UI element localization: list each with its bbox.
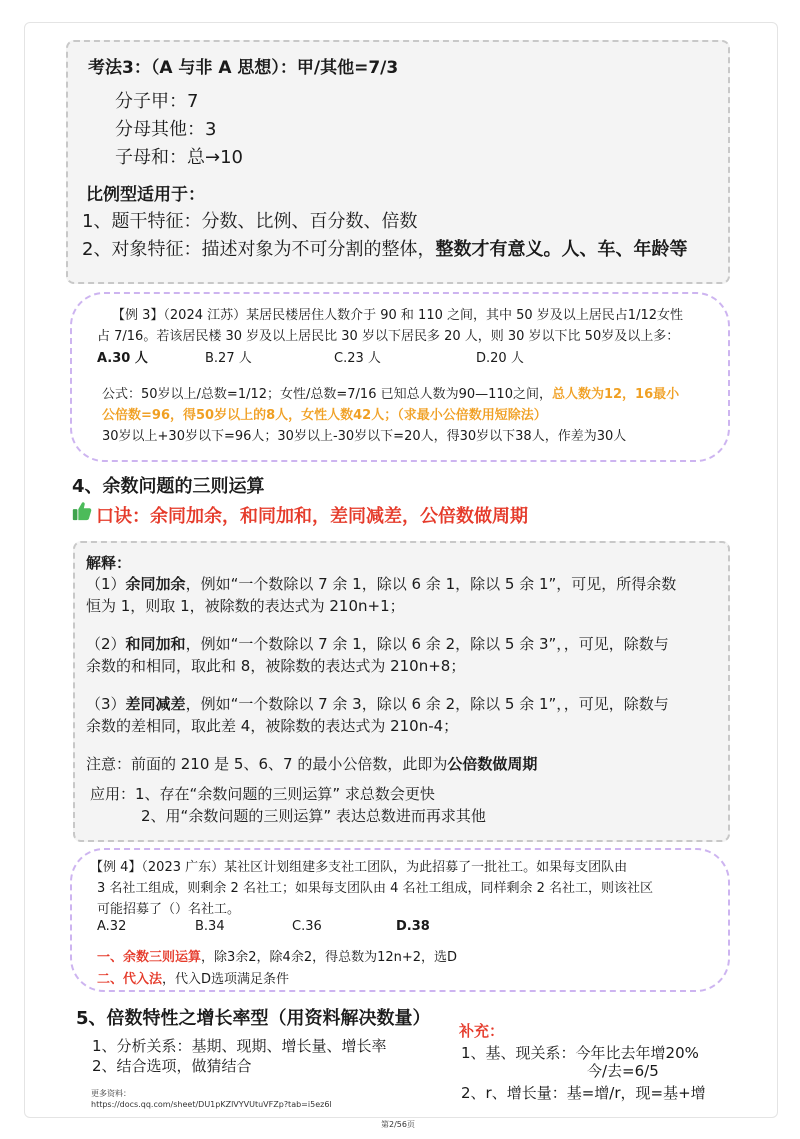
section-4-heading: 4、余数问题的三则运算 xyxy=(72,476,265,497)
example-3-question: 占 7/16。若该居民楼 30 岁及以上居民比 30 岁以下居民多 20 人，则 30 岁以下比 50岁及以上多： xyxy=(97,329,680,344)
option-d: D.38 xyxy=(396,919,430,934)
solution-line: 公式：50岁以上/总数=1/12；女性/总数=7/16 已知总人数为90—110之间，总人数为12，16最小 xyxy=(102,387,680,402)
example-4-question: 3 名社工组成，则剩余 2 名社工；如果每支团队由 4 名社工组成，同样剩余 2 名社工，则该社区 xyxy=(97,881,654,896)
example-4-question: 【例 4】（2023 广东）某社区计划组建多支社工团队，为此招募了一批社工。如果每支团队由 xyxy=(90,860,628,875)
option-c: C.23 人 xyxy=(334,351,381,366)
explanation-note: 注意：前面的 210 是 5、6、7 的最小公倍数，此即为公倍数做周期 xyxy=(86,755,538,773)
explanation-p3: （3）差同减差，例如“一个数除以 7 余 3，除以 6 余 2，除以 5 余 1”，，可见，除数与 xyxy=(86,695,669,713)
explanation-p1: （1）余同加余，例如“一个数除以 7 余 1，除以 6 余 1，除以 5 余 1”，可见，所得余数 xyxy=(86,575,677,593)
option-c: C.36 xyxy=(292,919,322,934)
explanation-title: 解释： xyxy=(86,554,132,572)
method-line: 子母和：总→10 xyxy=(115,147,243,168)
supplement-line: 2、r、增长量：基=增/r，现=基+增 xyxy=(461,1084,706,1102)
thumbs-up-icon xyxy=(71,500,93,526)
applicability-title: 比例型适用于： xyxy=(86,185,205,205)
section-5-item: 1、分析关系：基期、现期、增长量、增长率 xyxy=(92,1037,387,1055)
method-title: 考法3：（A 与非 A 思想）：甲/其他=7/3 xyxy=(88,58,399,78)
method-1: 一、余数三则运算，除3余2，除4余2，得总数为12n+2，选D xyxy=(97,950,458,965)
supplement-title: 补充： xyxy=(459,1022,505,1040)
application-line: 2、用“余数问题的三则运算” 表达总数进而再求其他 xyxy=(141,807,486,825)
method-line: 分母其他：3 xyxy=(115,119,217,140)
example-3-question: 【例 3】（2024 江苏）某居民楼居住人数介于 90 和 110 之间，其中 50 岁及以上居民占1/12女性 xyxy=(112,308,684,323)
page-number: 第2/56页 xyxy=(381,1120,415,1129)
solution-line: 公倍数=96，得50岁以上的8人，女性人数42人；（求最小公倍数用短除法） xyxy=(102,408,547,423)
explanation-p2: （2）和同加和，例如“一个数除以 7 余 1，除以 6 余 2，除以 5 余 3”，，可见，除数与 xyxy=(86,635,669,653)
more-resources-label: 更多资料： xyxy=(91,1089,131,1098)
method-2: 二、代入法，代入D选项满足条件 xyxy=(97,972,290,987)
option-a: A.30 人 xyxy=(97,351,148,366)
example-4-question: 可能招募了（）名社工。 xyxy=(97,902,241,917)
explanation-p3: 余数的差相同，取此差 4，被除数的表达式为 210n-4； xyxy=(86,717,459,735)
solution-line: 30岁以上+30岁以下=96人；30岁以上-30岁以下=20人，得30岁以下38人，作差为30人 xyxy=(102,429,627,444)
option-a: A.32 xyxy=(97,919,127,934)
resource-link[interactable]: https://docs.qq.com/sheet/DU1pKZlVYVUtuVFZp?tab=i5ez6l xyxy=(91,1100,332,1109)
supplement-line: 1、基、现关系：今年比去年增20% xyxy=(461,1044,699,1062)
method-line: 分子甲：7 xyxy=(115,91,199,112)
application-line: 应用：1、存在“余数问题的三则运算” 求总数会更快 xyxy=(90,785,435,803)
explanation-p1: 恒为 1，则取 1，被除数的表达式为 210n+1； xyxy=(86,597,405,615)
supplement-line: 今/去=6/5 xyxy=(587,1062,659,1080)
explanation-p2: 余数的和相同，取此和 8，被除数的表达式为 210n+8； xyxy=(86,657,466,675)
mnemonic: 口诀：余同加余，和同加和，差同减差，公倍数做周期 xyxy=(96,506,528,527)
section-5-item: 2、结合选项，做猜结合 xyxy=(92,1057,252,1075)
option-b: B.34 xyxy=(195,919,225,934)
option-b: B.27 人 xyxy=(205,351,252,366)
option-d: D.20 人 xyxy=(476,351,524,366)
applicability-item: 2、对象特征：描述对象为不可分割的整体，整数才有意义。人、车、年龄等 xyxy=(82,239,688,260)
applicability-item: 1、题干特征：分数、比例、百分数、倍数 xyxy=(82,211,418,232)
section-5-heading: 5、倍数特性之增长率型（用资料解决数量） xyxy=(76,1008,431,1029)
